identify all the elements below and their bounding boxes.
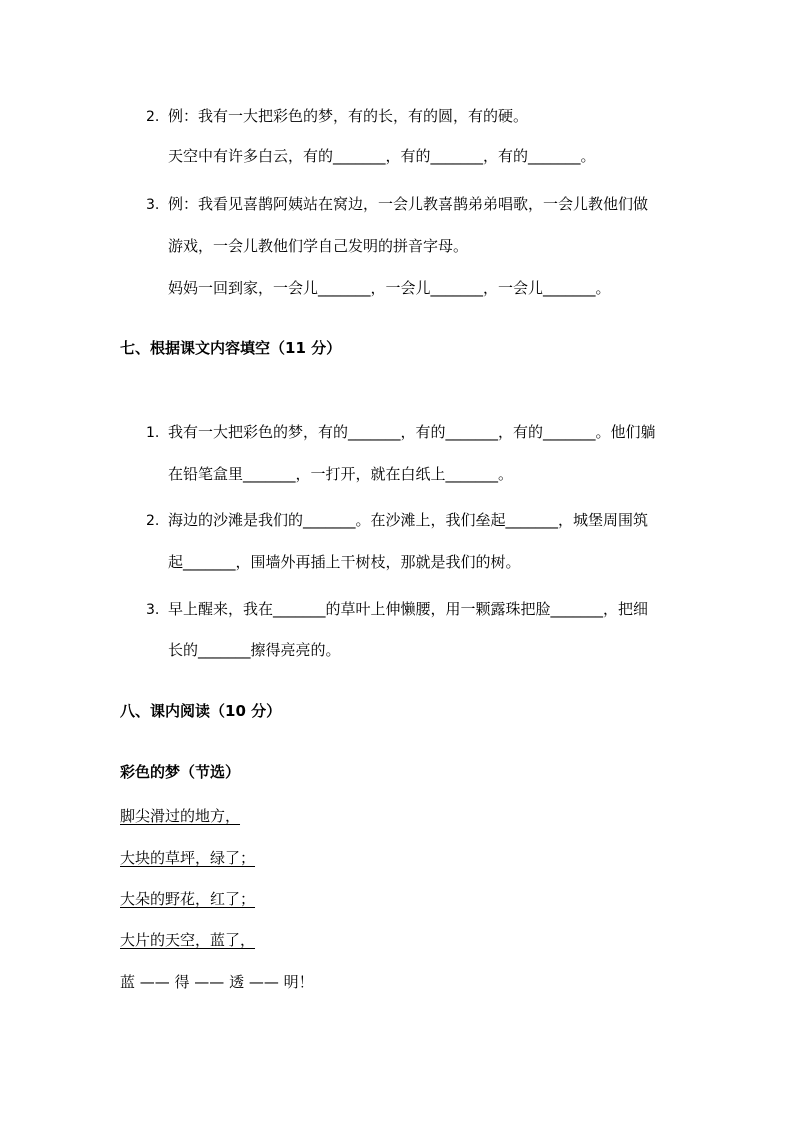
fill-in-sentence: 天空中有许多白云，有的_______，有的_______，有的_______。 [168,147,596,165]
example-sentence: 例：我有一大把彩色的梦，有的长，有的圆，有的硬。 [168,107,529,125]
question-number: 3. [146,602,160,618]
fill-in-sentence: 长的_______擦得亮亮的。 [168,641,341,659]
poem-line: 蓝 —— 得 —— 透 —— 明！ [120,973,314,991]
fill-in-sentence: 起_______，围墙外再插上干树枝，那就是我们的树。 [168,553,521,571]
section-heading: 八、课内阅读（10 分） [120,702,282,720]
poem-line: 大片的天空，蓝了， [120,931,256,949]
example-sentence: 游戏，一会儿教他们学自己发明的拼音字母。 [168,237,469,255]
passage-title: 彩色的梦（节选） [120,763,241,781]
fill-in-sentence: 在铅笔盒里_______，一打开，就在白纸上_______。 [168,465,514,483]
poem-line: 大朵的野花，红了； [120,890,256,908]
fill-in-sentence: 海边的沙滩是我们的_______。在沙滩上，我们垒起_______，城堡周围筑 [168,511,649,529]
example-sentence: 例：我看见喜鹊阿姨站在窝边，一会儿教喜鹊弟弟唱歌，一会儿教他们做 [168,195,649,213]
fill-in-sentence: 我有一大把彩色的梦，有的_______，有的_______，有的_______。他们躺 [168,423,656,441]
question-number: 3. [146,197,160,213]
fill-in-sentence: 早上醒来，我在_______的草叶上伸懒腰，用一颗露珠把脸_______，把细 [168,600,649,618]
question-number: 2. [146,109,160,125]
question-number: 1. [146,425,160,441]
fill-in-sentence: 妈妈一回到家，一会儿_______，一会儿_______，一会儿_______。 [168,279,611,297]
poem-line: 大块的草坪，绿了； [120,849,256,867]
question-number: 2. [146,513,160,529]
section-heading: 七、根据课文内容填空（11 分） [120,339,342,357]
poem-line: 脚尖滑过的地方， [120,807,241,825]
